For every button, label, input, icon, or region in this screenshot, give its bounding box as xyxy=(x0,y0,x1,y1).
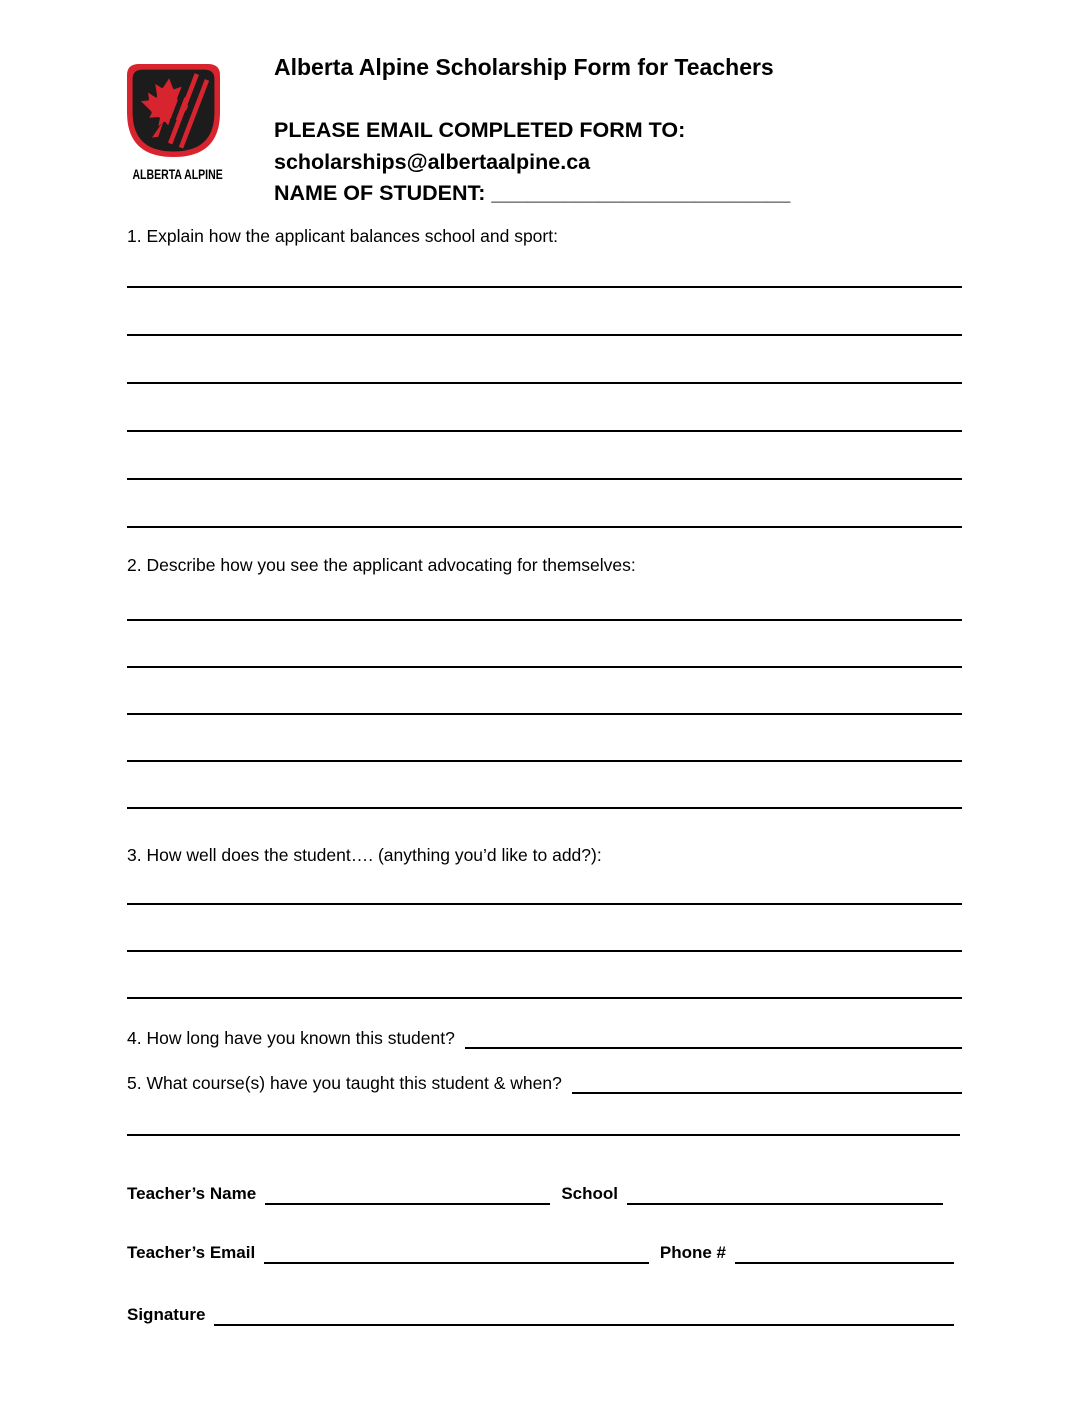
teacher-name-school-row xyxy=(127,1183,962,1205)
signature-label: Signature xyxy=(127,1305,206,1324)
question-4-answer-blank[interactable] xyxy=(465,1029,962,1049)
answer-line[interactable] xyxy=(127,905,962,952)
answer-line[interactable] xyxy=(127,480,962,528)
answer-line[interactable] xyxy=(127,336,962,384)
question-2-answer-lines xyxy=(127,576,962,809)
email-address: scholarships@albertaalpine.ca xyxy=(274,149,591,174)
alberta-alpine-shield-icon xyxy=(127,64,220,158)
question-1-label: 1. Explain how the applicant balances school and sport: xyxy=(127,226,558,246)
teacher-email-blank[interactable] xyxy=(264,1243,649,1264)
answer-line[interactable] xyxy=(127,384,962,432)
phone-label: Phone # xyxy=(659,1243,726,1262)
question-4-label: 4. How long have you known this student? xyxy=(127,1028,455,1048)
form-header xyxy=(274,52,790,210)
question-1-answer-lines xyxy=(127,247,962,528)
student-name-row xyxy=(274,178,790,210)
logo-caption: ALBERTA ALPINE xyxy=(132,167,223,182)
question-2-label: 2. Describe how you see the applicant advocating for themselves: xyxy=(127,555,636,575)
email-instruction: PLEASE EMAIL COMPLETED FORM TO: xyxy=(274,118,686,142)
answer-line[interactable] xyxy=(127,432,962,480)
signature-row xyxy=(127,1304,962,1326)
form-title: Alberta Alpine Scholarship Form for Teachers xyxy=(274,54,774,80)
alberta-alpine-logo xyxy=(121,64,225,182)
question-4 xyxy=(127,1027,962,1049)
school-label: School xyxy=(561,1184,618,1203)
teacher-name-label: Teacher’s Name xyxy=(127,1184,257,1203)
question-5-answer-blank[interactable] xyxy=(572,1074,962,1094)
student-name-label: NAME OF STUDENT: xyxy=(274,181,486,205)
phone-blank[interactable] xyxy=(735,1243,954,1264)
question-3-label: 3. How well does the student…. (anything you’d like to add?): xyxy=(127,845,602,865)
answer-line[interactable] xyxy=(127,247,962,288)
answer-line[interactable] xyxy=(127,715,962,762)
answer-line[interactable] xyxy=(127,866,962,905)
question-2 xyxy=(127,554,962,809)
answer-line[interactable] xyxy=(127,952,962,999)
school-blank[interactable] xyxy=(627,1184,943,1205)
answer-line[interactable] xyxy=(127,288,962,336)
answer-line[interactable] xyxy=(127,668,962,715)
question-3 xyxy=(127,844,962,999)
teacher-email-phone-row xyxy=(127,1242,962,1264)
question-5 xyxy=(127,1072,962,1094)
teacher-email-label: Teacher’s Email xyxy=(127,1243,256,1262)
student-name-blank[interactable]: _________________________ xyxy=(491,181,791,205)
question-5-label: 5. What course(s) have you taught this student & when? xyxy=(127,1073,562,1093)
questions-area xyxy=(127,225,962,1326)
answer-line[interactable] xyxy=(127,762,962,809)
answer-line[interactable] xyxy=(127,621,962,668)
teacher-name-blank[interactable] xyxy=(265,1184,550,1205)
question-1 xyxy=(127,225,962,528)
question-3-answer-lines xyxy=(127,866,962,999)
answer-line[interactable] xyxy=(127,576,962,621)
question-5-extra-line[interactable] xyxy=(127,1134,960,1136)
signature-blank[interactable] xyxy=(214,1305,954,1326)
